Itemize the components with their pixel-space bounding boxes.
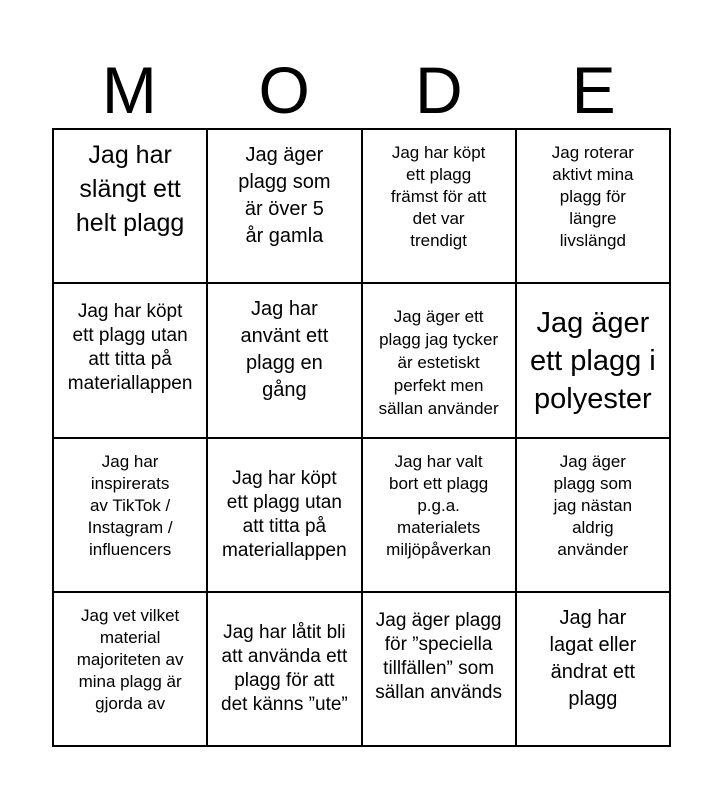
title-letter-m: M [101,53,157,127]
bingo-cell-text: Jag har inspirerats av TikTok / Instagram / influencers [87,451,173,559]
bingo-cell-text: Jag har lagat eller ändrat ett plagg [549,606,637,710]
title-letter-o: O [258,53,310,127]
bingo-cell[interactable] [208,439,362,593]
bingo-cell-text: Jag vet vilket material majoriteten av mina plagg är gjorda av [76,605,184,713]
bingo-cell-text: Jag har köpt ett plagg främst för att det var trendigt [390,143,487,250]
bingo-cell[interactable] [363,593,517,747]
bingo-cell[interactable] [517,593,671,747]
bingo-cell-text: Jag har slängt ett helt plagg [75,141,185,237]
bingo-cell[interactable] [517,284,671,438]
bingo-cell[interactable] [54,439,208,593]
bingo-cell[interactable] [54,130,208,284]
bingo-cell[interactable] [54,593,208,747]
bingo-cell[interactable] [208,593,362,747]
bingo-cell-text: Jag äger plagg som jag nästan aldrig använder [553,451,633,559]
bingo-board [52,128,671,747]
bingo-cell-text: Jag äger ett plagg i polyester [529,307,656,416]
bingo-cell[interactable] [517,439,671,593]
bingo-cell-text: Jag har låtit bli att använda ett plagg för att det känns ”ute” [221,621,348,715]
bingo-cell[interactable] [208,130,362,284]
title-letter-d: D [415,53,463,127]
bingo-cell-text: Jag har valt bort ett plagg p.g.a. materialets miljöpåverkan [386,451,492,559]
bingo-cell[interactable] [363,284,517,438]
bingo-cell[interactable] [363,439,517,593]
bingo-cell[interactable] [517,130,671,284]
title-letter-e: E [571,53,616,127]
bingo-cell[interactable] [208,284,362,438]
bingo-cell[interactable] [363,130,517,284]
bingo-cell-text: Jag äger plagg för ”speciella tillfällen” som sällan används [375,609,502,703]
bingo-title [52,52,671,128]
bingo-cell-text: Jag äger ett plagg jag tycker är estetiskt perfekt men sällan använder [378,307,499,419]
bingo-cell-text: Jag har köpt ett plagg utan att titta på materiallappen [222,467,347,561]
bingo-cell-text: Jag har använt ett plagg en gång [240,298,329,402]
bingo-cell[interactable] [54,284,208,438]
bingo-cell-text: Jag har köpt ett plagg utan att titta på materiallappen [67,301,193,395]
bingo-cell-text: Jag äger plagg som är över 5 år gamla [238,144,331,247]
bingo-cell-text: Jag roterar aktivt mina plagg för längre livslängd [551,143,634,250]
